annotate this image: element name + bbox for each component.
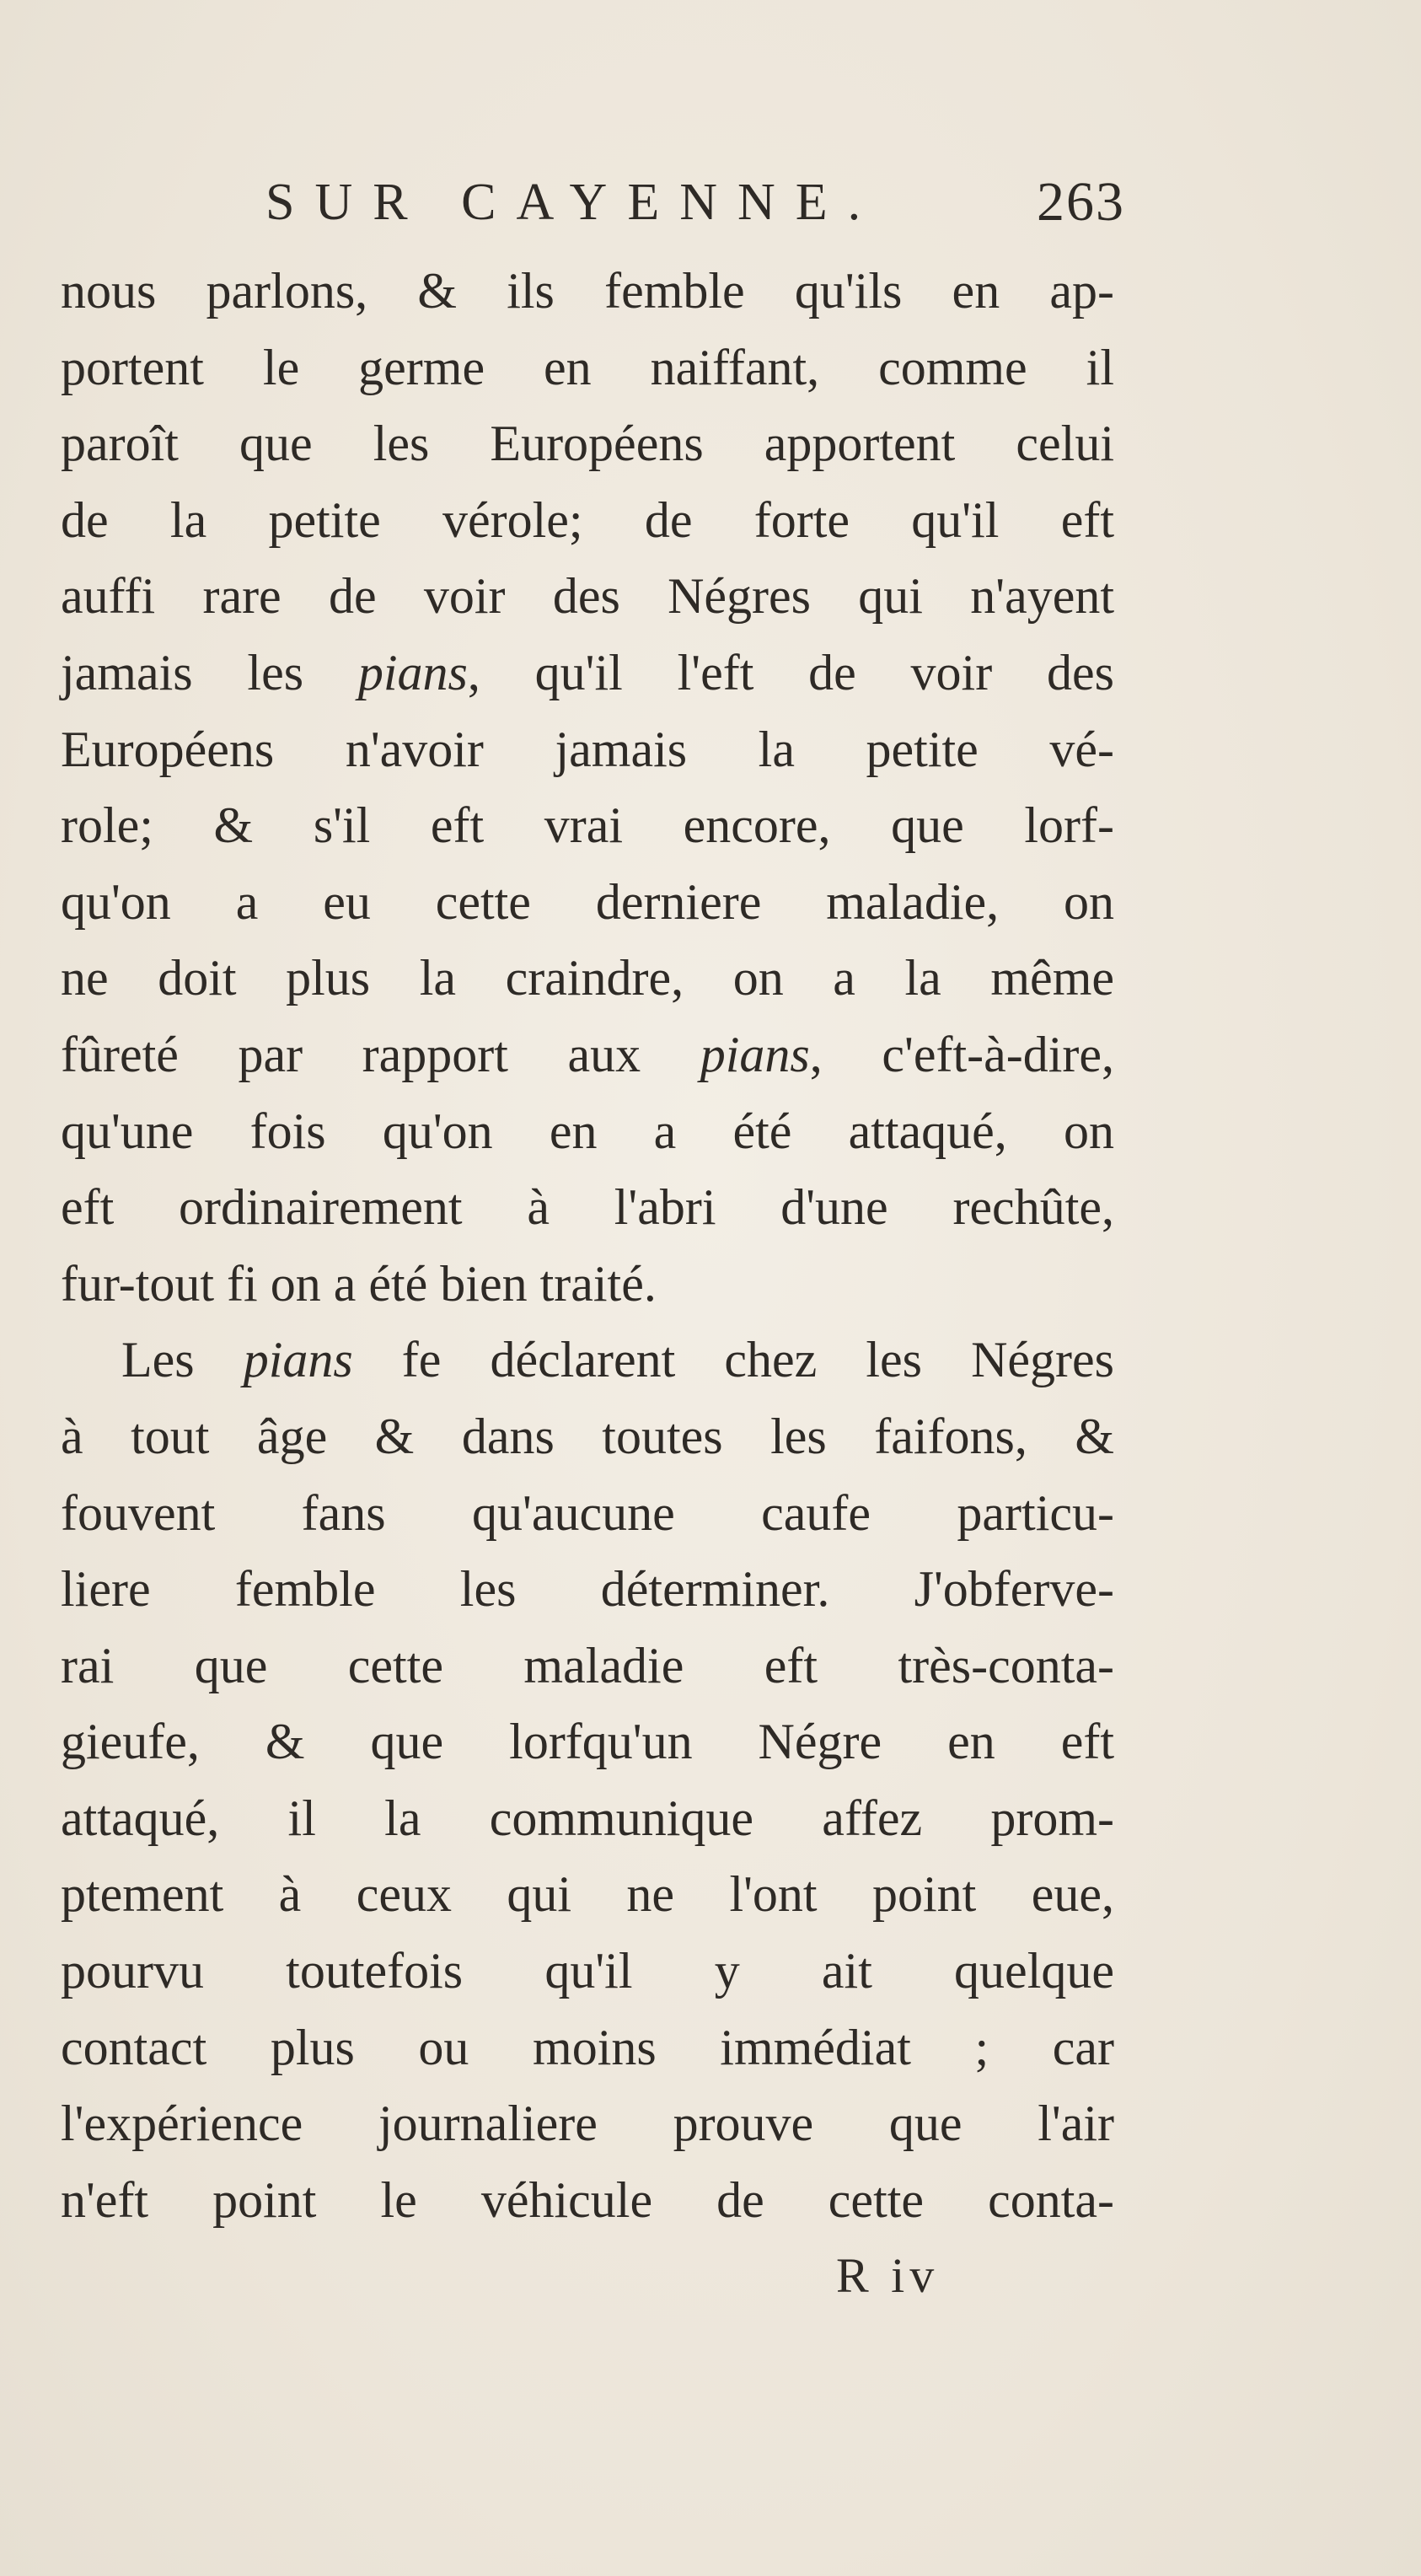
text-line: contact plus ou moins immédiat ; car: [61, 2019, 1114, 2075]
italic-term: pians: [243, 1332, 353, 1388]
text-line: eft ordinairement à l'abri d'une rechûte,: [61, 1179, 1114, 1236]
text-line: de la petite vérole; de forte qu'il eft: [61, 491, 1114, 548]
text-line: jamais les pians, qu'il l'eft de voir des: [61, 644, 1114, 700]
text-line: qu'on a eu cette derniere maladie, on: [61, 873, 1114, 930]
text-line: attaqué, il la communique affez prom-: [61, 1790, 1114, 1846]
body-text: [61, 253, 1114, 2238]
text-line: à tout âge & dans toutes les faifons, &: [61, 1408, 1114, 1464]
text-line: Les pians fe déclarent chez les Négres: [121, 1332, 1114, 1388]
text-line: qu'une fois qu'on en a été attaqué, on: [61, 1103, 1114, 1159]
text-line: nous parlons, & ils femble qu'ils en ap-: [61, 263, 1114, 319]
page-number: 263: [1037, 171, 1125, 233]
text-line: portent le germe en naiffant, comme il: [61, 339, 1114, 395]
running-head: [265, 164, 1125, 240]
text-line: liere femble les déterminer. J'obferve-: [61, 1561, 1114, 1618]
text-line: pourvu toutefois qu'il y ait quelque: [61, 1943, 1114, 1999]
signature-mark: R iv: [836, 2248, 940, 2303]
text-line: n'eft point le véhicule de cette conta-: [61, 2171, 1114, 2228]
text-line: gieufe, & que lorfqu'un Négre en eft: [61, 1714, 1114, 1770]
text-line: l'expérience journaliere prouve que l'air: [61, 2096, 1114, 2152]
text-line: ne doit plus la craindre, on a la même: [61, 950, 1114, 1006]
text-line: fouvent fans qu'aucune caufe particu-: [61, 1484, 1114, 1541]
italic-term: pians: [357, 644, 468, 700]
text-line: fûreté par rapport aux pians, c'eft-à-dire,: [61, 1026, 1114, 1082]
text-line: Européens n'avoir jamais la petite vé-: [61, 721, 1114, 777]
text-line: fur-tout fi on a été bien traité.: [61, 1255, 657, 1312]
text-line: auffi rare de voir des Négres qui n'ayent: [61, 568, 1114, 625]
text-line: role; & s'il eft vrai encore, que lorf-: [61, 797, 1114, 854]
text-line: rai que cette maladie eft très-conta-: [61, 1637, 1114, 1693]
text-line: paroît que les Européens apportent celui: [61, 416, 1114, 472]
text-line: ptement à ceux qui ne l'ont point eue,: [61, 1866, 1114, 1923]
running-title: SUR CAYENNE.: [265, 174, 882, 231]
italic-term: pians: [700, 1026, 810, 1082]
